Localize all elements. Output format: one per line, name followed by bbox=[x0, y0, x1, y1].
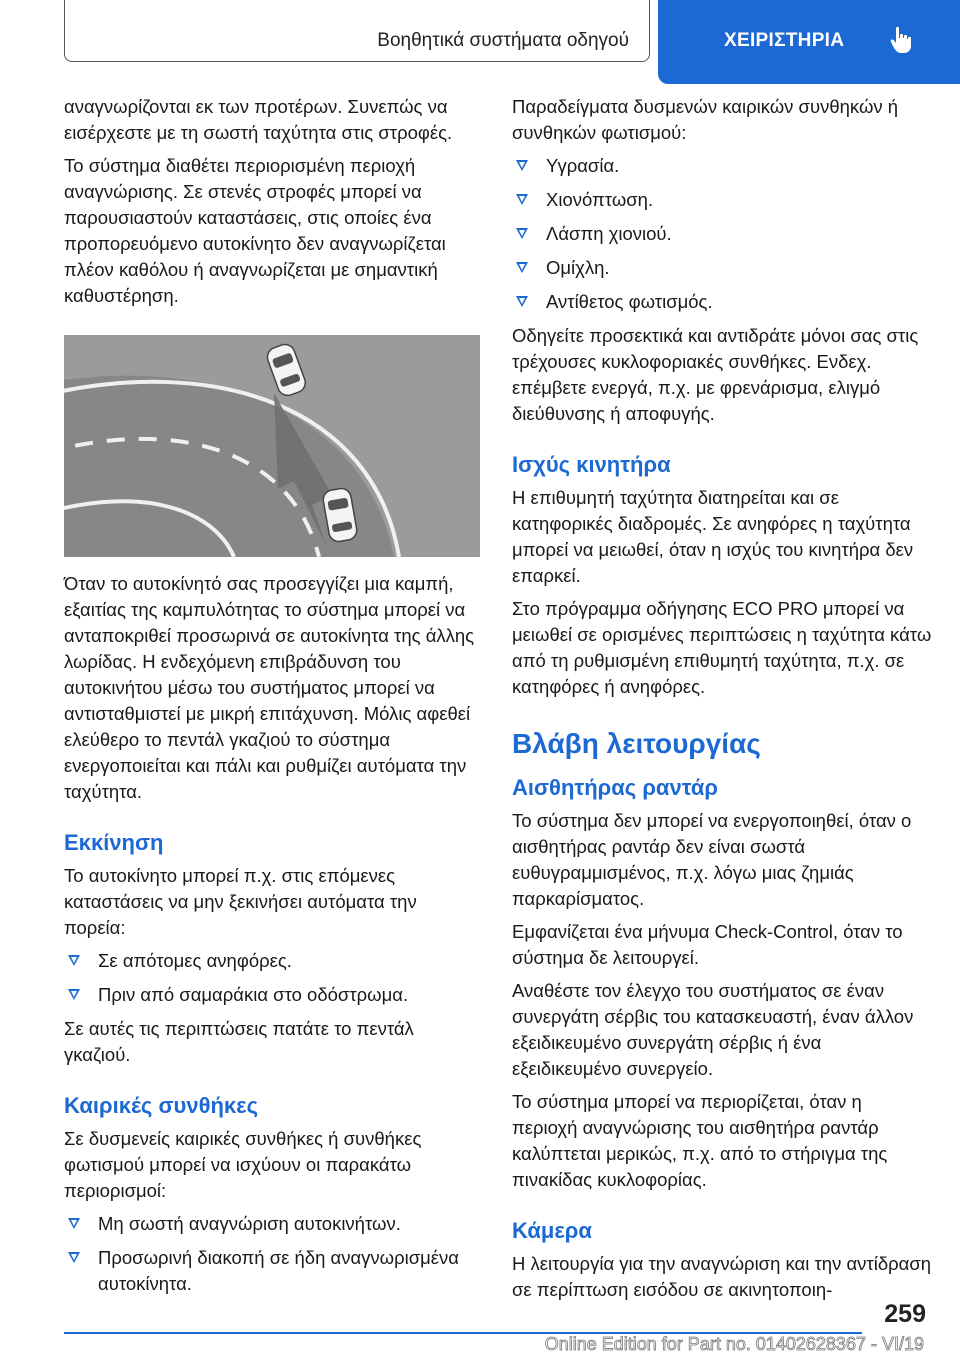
header-frame bbox=[64, 0, 650, 62]
paragraph: Το αυτοκίνητο μπορεί π.χ. στις επόμενες καταστάσεις να μην ξεκινήσει αυτόματα την πορεία: bbox=[64, 865, 417, 938]
paragraph: Η επιθυμητή ταχύτητα διατηρείται και σε κατηφορικές διαδρομές. Σε ανηφόρες η ταχύτητα μπορεί να μειωθεί, όταν η ισχύς του κινητήρα δεν επαρκεί. bbox=[512, 487, 914, 586]
triangle-bullet-icon bbox=[68, 1218, 80, 1229]
triangle-bullet-icon bbox=[516, 160, 528, 171]
curve-road-illustration bbox=[64, 335, 480, 557]
road-svg bbox=[64, 335, 480, 557]
paragraph: Οδηγείτε προσεκτικά και αντιδράτε μόνοι σας στις τρέχουσες κυκλοφοριακές συνθήκες. Ενδεχ. επέμβετε ενεργά, π.χ. με φρενάρισμα, ελιγμό διεύθυνσης ή αποφυγής. bbox=[512, 325, 919, 424]
triangle-bullet-icon bbox=[68, 955, 80, 966]
list-item: Πριν από σαμαράκια στο οδόστρωμα. bbox=[64, 982, 480, 1008]
page-number: 259 bbox=[884, 1300, 926, 1328]
list-item: Ομίχλη. bbox=[512, 255, 932, 281]
heading-malfunction: Βλάβη λειτουργίας bbox=[512, 728, 761, 759]
triangle-bullet-icon bbox=[516, 194, 528, 205]
examples-bullet-list bbox=[512, 153, 932, 315]
heading-camera: Κάμερα bbox=[512, 1218, 592, 1243]
paragraph: Το σύστημα μπορεί να περιορίζεται, όταν η περιοχή αναγνώρισης του αισθητήρα ραντάρ καλύπτεται μερικώς, π.χ. από το στήριγμα της πινακίδας κυκλοφορίας. bbox=[512, 1091, 888, 1190]
triangle-bullet-icon bbox=[516, 296, 528, 307]
chapter-tab[interactable] bbox=[658, 0, 960, 84]
list-item: Χιονόπτωση. bbox=[512, 187, 932, 213]
list-item: Σε απότομες ανηφόρες. bbox=[64, 948, 480, 974]
paragraph: Στο πρόγραμμα οδήγησης ECO PRO μπορεί να μειωθεί σε ορισμένες περιπτώσεις η ταχύτητα κάτω από τη ρυθμισμένη επιθυμητή ταχύτητα, π.χ. σε κατηφόρες ή ανηφόρες. bbox=[512, 598, 932, 697]
list-item: Προσωρινή διακοπή σε ήδη αναγνωρισμένα αυτοκίνητα. bbox=[64, 1245, 480, 1297]
list-item: Μη σωστή αναγνώριση αυτοκινήτων. bbox=[64, 1211, 480, 1237]
triangle-bullet-icon bbox=[68, 989, 80, 1000]
paragraph: Παραδείγματα δυσμενών καιρικών συνθηκών ή συνθηκών φωτισμού: bbox=[512, 96, 899, 143]
list-item: Υγρασία. bbox=[512, 153, 932, 179]
hand-pointer-icon bbox=[890, 26, 912, 60]
chapter-tab-label: ΧΕΙΡΙΣΤΗΡΙΑ bbox=[724, 30, 845, 51]
start-bullet-list bbox=[64, 948, 480, 1008]
paragraph: Το σύστημα δεν μπορεί να ενεργοποιηθεί, όταν ο αισθητήρας ραντάρ δεν είναι σωστά ευθυγραμμισμένος, π.χ. λόγω μιας ζημιάς παρκαρίσματος. bbox=[512, 810, 912, 909]
section-title: Βοηθητικά συστήματα οδηγού bbox=[377, 30, 629, 51]
list-item: Λάσπη χιονιού. bbox=[512, 221, 932, 247]
heading-weather: Καιρικές συνθήκες bbox=[64, 1093, 259, 1118]
triangle-bullet-icon bbox=[68, 1252, 80, 1263]
paragraph: Όταν το αυτοκίνητό σας προσεγγίζει μια καμπή, εξαιτίας της καμπυλότητας το σύστημα μπορεί να ανταποκριθεί προσωρινά σε αυτοκίνητα της άλλης λωρίδας. Η ενδεχόμενη επιβράδυνση του αυτοκινήτου μέσω του συστήματος μπορεί να αντισταθμιστεί με μικρή επιτάχυνση. Μόλις αφεθεί ελεύθερο το πεντάλ γκαζιού το σύστημα ενεργοποιείται και πάλι και ρυθμίζει αυτόματα την ταχύτητα. bbox=[64, 573, 475, 802]
paragraph: Σε δυσμενείς καιρικές συνθήκες ή συνθήκες φωτισμού μπορεί να ισχύουν οι παρακάτω περιορισμοί: bbox=[64, 1128, 422, 1201]
paragraph: Αναθέστε τον έλεγχο του συστήματος σε έναν συνεργάτη σέρβις του κατασκευαστή, έναν άλλον εξειδικευμένο συνεργάτη σέρβις ή ένα εξειδικευμένο συνεργείο. bbox=[512, 980, 914, 1079]
paragraph: Σε αυτές τις περιπτώσεις πατάτε το πεντάλ γκαζιού. bbox=[64, 1018, 414, 1065]
left-column bbox=[64, 94, 480, 1305]
edition-footer: Online Edition for Part no. 01402628367 - VI/19 bbox=[544, 1334, 924, 1354]
paragraph: Η λειτουργία για την αναγνώριση και την αντίδραση σε περίπτωση εισόδου σε ακινητοποιη- bbox=[512, 1253, 932, 1300]
heading-engine-power: Ισχύς κινητήρα bbox=[512, 452, 671, 477]
paragraph: Εμφανίζεται ένα μήνυμα Check-Control, όταν το σύστημα δε λειτουργεί. bbox=[512, 921, 903, 968]
list-item: Αντίθετος φωτισμός. bbox=[512, 289, 932, 315]
heading-radar-sensor: Αισθητήρας ραντάρ bbox=[512, 775, 719, 800]
right-column bbox=[512, 94, 932, 1310]
paragraph: αναγνωρίζονται εκ των προτέρων. Συνεπώς να εισέρχεστε με τη σωστή ταχύτητα στις στροφές. bbox=[64, 96, 453, 143]
triangle-bullet-icon bbox=[516, 228, 528, 239]
triangle-bullet-icon bbox=[516, 262, 528, 273]
paragraph: Το σύστημα διαθέτει περιορισμένη περιοχή αναγνώρισης. Σε στενές στροφές μπορεί να παρουσιαστούν καταστάσεις, στις οποίες ένα προπορευόμενο αυτοκίνητο δεν αναγνωρίζεται πλέον καθόλου ή αναγνωρίζεται με σημαντική καθυστέρηση. bbox=[64, 155, 446, 306]
weather-bullet-list bbox=[64, 1211, 480, 1297]
heading-start: Εκκίνηση bbox=[64, 830, 164, 855]
